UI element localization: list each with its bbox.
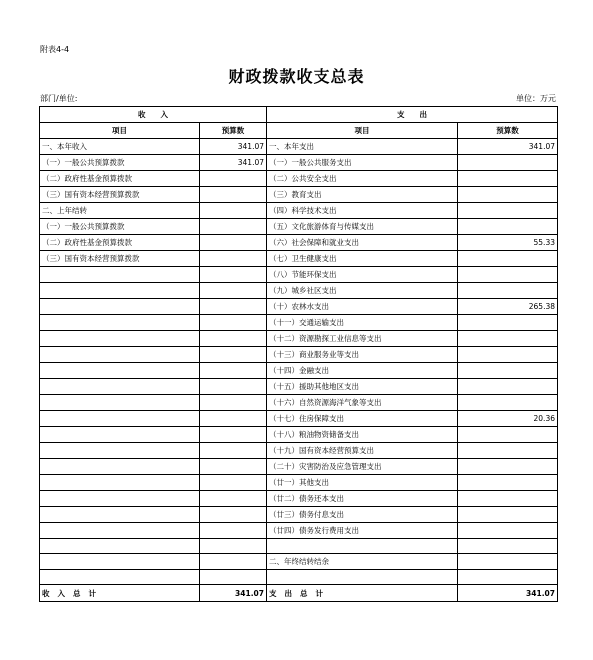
- total-expense-label: 支出总计: [267, 585, 458, 602]
- income-item-cell: [40, 379, 200, 395]
- expense-item-cell: （十四）金融支出: [267, 363, 458, 379]
- income-value-cell: [200, 475, 267, 491]
- income-item-cell: （一）一般公共预算拨款: [40, 155, 200, 171]
- income-value-cell: [200, 570, 267, 585]
- income-value-cell: [200, 363, 267, 379]
- section-header-row: [40, 107, 558, 123]
- income-item-cell: [40, 411, 200, 427]
- income-item-cell: （二）政府性基金预算拨款: [40, 171, 200, 187]
- expense-item-header: 项目: [267, 123, 458, 139]
- income-value-cell: 341.07: [200, 139, 267, 155]
- expense-value-cell: [458, 475, 558, 491]
- expense-item-cell: （二十）灾害防治及应急管理支出: [267, 459, 458, 475]
- income-item-cell: [40, 363, 200, 379]
- table-row: [40, 411, 558, 427]
- income-value-cell: [200, 523, 267, 539]
- expense-item-cell: （廿二）债务还本支出: [267, 491, 458, 507]
- expense-item-cell: [267, 570, 458, 585]
- income-item-header: 项目: [40, 123, 200, 139]
- expense-value-cell: [458, 267, 558, 283]
- expense-value-cell: [458, 187, 558, 203]
- expense-item-cell: （七）卫生健康支出: [267, 251, 458, 267]
- expense-value-cell: [458, 539, 558, 554]
- total-expense-value: 341.07: [458, 585, 558, 602]
- expense-value-cell: [458, 315, 558, 331]
- table-row: [40, 139, 558, 155]
- expense-item-cell: （四）科学技术支出: [267, 203, 458, 219]
- page-title: 财政拨款收支总表: [228, 67, 365, 86]
- expense-section-header: 支 出: [267, 107, 558, 123]
- table-row: [40, 539, 558, 554]
- expense-value-cell: 20.36: [458, 411, 558, 427]
- income-item-cell: [40, 267, 200, 283]
- income-item-cell: [40, 315, 200, 331]
- expense-item-cell: （一）一般公共服务支出: [267, 155, 458, 171]
- income-value-cell: [200, 235, 267, 251]
- expense-item-cell: （十）农林水支出: [267, 299, 458, 315]
- income-item-cell: [40, 427, 200, 443]
- income-budget-header: 预算数: [200, 123, 267, 139]
- expense-item-cell: （十五）援助其他地区支出: [267, 379, 458, 395]
- income-value-cell: [200, 331, 267, 347]
- income-value-cell: [200, 251, 267, 267]
- table-row: [40, 219, 558, 235]
- table-row: [40, 171, 558, 187]
- table-row: [40, 203, 558, 219]
- expense-value-cell: [458, 283, 558, 299]
- income-value-cell: [200, 459, 267, 475]
- table-row: [40, 235, 558, 251]
- expense-item-cell: （十九）国有资本经营预算支出: [267, 443, 458, 459]
- department-label: 部门/单位:: [40, 94, 78, 103]
- table-row: [40, 459, 558, 475]
- income-value-cell: [200, 219, 267, 235]
- expense-value-cell: [458, 491, 558, 507]
- income-value-cell: [200, 171, 267, 187]
- income-item-cell: [40, 554, 200, 570]
- table-row: [40, 331, 558, 347]
- expense-value-cell: [458, 363, 558, 379]
- table-row: [40, 267, 558, 283]
- income-item-cell: （一）一般公共预算拨款: [40, 219, 200, 235]
- expense-value-cell: [458, 395, 558, 411]
- table-row: [40, 251, 558, 267]
- income-value-cell: [200, 443, 267, 459]
- expense-value-cell: 265.38: [458, 299, 558, 315]
- expense-value-cell: [458, 219, 558, 235]
- income-item-cell: [40, 283, 200, 299]
- table-row: [40, 155, 558, 171]
- expense-item-cell: （廿四）债务发行费用支出: [267, 523, 458, 539]
- expense-value-cell: 341.07: [458, 139, 558, 155]
- income-item-cell: [40, 539, 200, 554]
- income-section-header: 收 入: [40, 107, 267, 123]
- income-item-cell: [40, 475, 200, 491]
- budget-summary-table: [39, 106, 558, 602]
- income-item-cell: 一、本年收入: [40, 139, 200, 155]
- income-value-cell: [200, 507, 267, 523]
- expense-item-cell: （二）公共安全支出: [267, 171, 458, 187]
- table-row: [40, 507, 558, 523]
- table-row: [40, 299, 558, 315]
- expense-value-cell: [458, 171, 558, 187]
- expense-value-cell: [458, 331, 558, 347]
- income-item-cell: [40, 570, 200, 585]
- income-item-cell: 二、上年结转: [40, 203, 200, 219]
- totals-row: [40, 585, 558, 602]
- expense-value-cell: [458, 459, 558, 475]
- expense-item-cell: [267, 539, 458, 554]
- income-value-cell: [200, 299, 267, 315]
- expense-item-cell: （廿三）债务付息支出: [267, 507, 458, 523]
- table-row: [40, 347, 558, 363]
- expense-value-cell: [458, 443, 558, 459]
- expense-item-cell: 二、年终结转结余: [267, 554, 458, 570]
- income-item-cell: [40, 443, 200, 459]
- expense-item-cell: （十三）商业服务业等支出: [267, 347, 458, 363]
- expense-value-cell: [458, 427, 558, 443]
- table-row: [40, 363, 558, 379]
- income-item-cell: [40, 491, 200, 507]
- expense-value-cell: [458, 570, 558, 585]
- table-row: [40, 283, 558, 299]
- income-value-cell: [200, 283, 267, 299]
- income-item-cell: [40, 299, 200, 315]
- table-row: [40, 475, 558, 491]
- expense-value-cell: [458, 347, 558, 363]
- unit-label: 单位：万元: [516, 94, 556, 103]
- income-value-cell: 341.07: [200, 155, 267, 171]
- expense-item-cell: （十七）住房保障支出: [267, 411, 458, 427]
- income-value-cell: [200, 347, 267, 363]
- table-row: [40, 187, 558, 203]
- income-item-cell: [40, 331, 200, 347]
- table-row: [40, 554, 558, 570]
- income-value-cell: [200, 315, 267, 331]
- table-row: [40, 523, 558, 539]
- income-value-cell: [200, 427, 267, 443]
- expense-value-cell: [458, 523, 558, 539]
- income-value-cell: [200, 379, 267, 395]
- table-row: [40, 443, 558, 459]
- expense-item-cell: （十二）资源勘探工业信息等支出: [267, 331, 458, 347]
- table-row: [40, 491, 558, 507]
- expense-item-cell: （九）城乡社区支出: [267, 283, 458, 299]
- income-item-cell: [40, 459, 200, 475]
- income-item-cell: [40, 395, 200, 411]
- income-value-cell: [200, 491, 267, 507]
- expense-value-cell: [458, 203, 558, 219]
- table-row: [40, 379, 558, 395]
- expense-item-cell: （五）文化旅游体育与传媒支出: [267, 219, 458, 235]
- expense-value-cell: [458, 379, 558, 395]
- expense-value-cell: [458, 554, 558, 570]
- table-row: [40, 427, 558, 443]
- expense-budget-header: 预算数: [458, 123, 558, 139]
- total-income-label: 收入总计: [40, 585, 200, 602]
- income-value-cell: [200, 539, 267, 554]
- income-value-cell: [200, 554, 267, 570]
- expense-item-cell: 一、本年支出: [267, 139, 458, 155]
- expense-item-cell: （八）节能环保支出: [267, 267, 458, 283]
- expense-item-cell: （六）社会保障和就业支出: [267, 235, 458, 251]
- income-item-cell: （三）国有资本经营预算拨款: [40, 187, 200, 203]
- income-item-cell: （三）国有资本经营预算拨款: [40, 251, 200, 267]
- attachment-label: 附表4-4: [40, 45, 70, 54]
- income-item-cell: （二）政府性基金预算拨款: [40, 235, 200, 251]
- income-value-cell: [200, 395, 267, 411]
- expense-value-cell: 55.33: [458, 235, 558, 251]
- expense-item-cell: （三）教育支出: [267, 187, 458, 203]
- column-header-row: [40, 123, 558, 139]
- income-item-cell: [40, 523, 200, 539]
- expense-item-cell: （十八）粮油物资储备支出: [267, 427, 458, 443]
- table-row: [40, 395, 558, 411]
- table-row: [40, 315, 558, 331]
- expense-item-cell: （廿一）其他支出: [267, 475, 458, 491]
- income-item-cell: [40, 507, 200, 523]
- income-value-cell: [200, 267, 267, 283]
- expense-item-cell: （十一）交通运输支出: [267, 315, 458, 331]
- expense-item-cell: （十六）自然资源海洋气象等支出: [267, 395, 458, 411]
- income-value-cell: [200, 187, 267, 203]
- income-value-cell: [200, 203, 267, 219]
- expense-value-cell: [458, 507, 558, 523]
- income-item-cell: [40, 347, 200, 363]
- expense-value-cell: [458, 155, 558, 171]
- total-income-value: 341.07: [200, 585, 267, 602]
- table-row: [40, 570, 558, 585]
- income-value-cell: [200, 411, 267, 427]
- expense-value-cell: [458, 251, 558, 267]
